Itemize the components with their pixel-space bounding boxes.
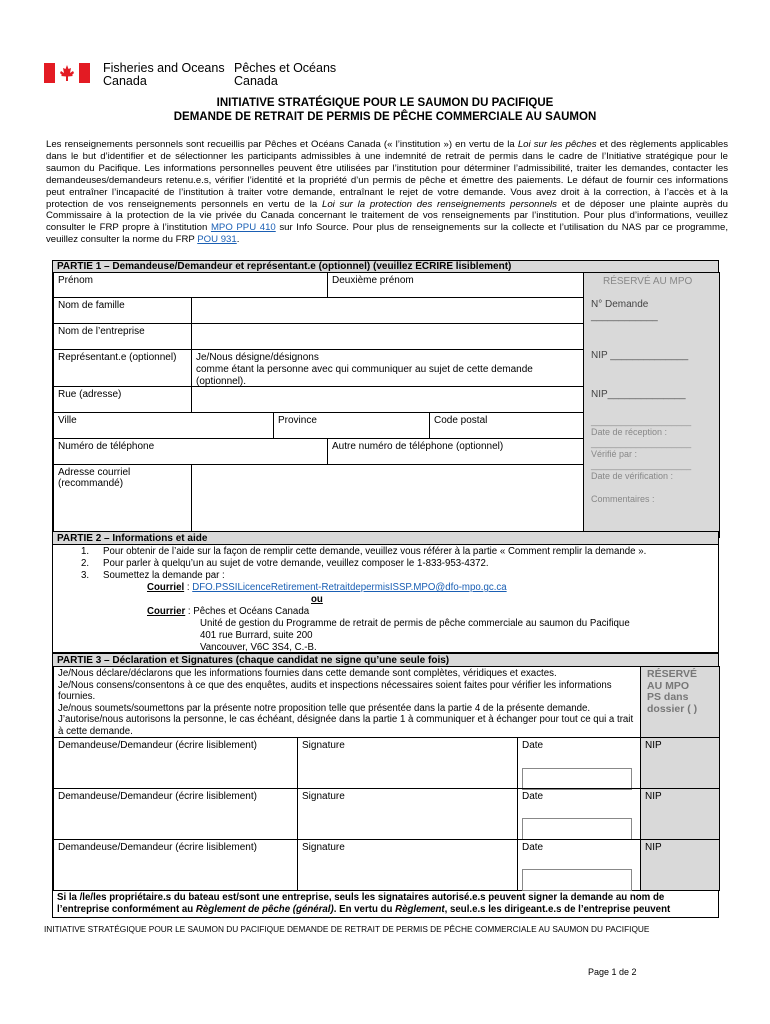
- declaration-3: Je/nous soumets/soumettons par la présente notre proposition telle que présentée dans la partie 4 de la présente demande.: [58, 702, 591, 714]
- courrier-line3: 401 rue Burrard, suite 200: [200, 630, 313, 641]
- nom-famille-input[interactable]: [191, 297, 584, 324]
- submission-email-link[interactable]: DFO.PSSILicenceRetirement-RetraitdepermisISSP.MPO@dfo-mpo.gc.ca: [192, 582, 507, 593]
- courrier-line4: Vancouver, V6C 3S4, C.-B.: [200, 642, 317, 653]
- demandeur-label-1: Demandeuse/Demandeur (écrire lisiblement): [58, 740, 257, 751]
- reserved-line-1: ____________________: [591, 416, 692, 426]
- nip-label-3: NIP: [645, 842, 662, 853]
- submit-by-email: [147, 582, 507, 594]
- ville-field[interactable]: [53, 412, 274, 439]
- nip-label-2: NIP: [645, 791, 662, 802]
- link-mpo-ppu-410[interactable]: MPO PPU 410: [210, 222, 276, 234]
- courriel-label-1: Adresse courriel: [58, 467, 131, 478]
- link-pou-931[interactable]: POU 931: [197, 234, 237, 246]
- nip-field-row-2: [640, 788, 720, 840]
- date-input-1[interactable]: [522, 768, 632, 790]
- dept-fr-line2: Canada: [234, 74, 278, 88]
- dept-en-line2: Canada: [103, 74, 147, 88]
- demandeur-name-field-3[interactable]: [53, 839, 298, 891]
- date-input-2[interactable]: [522, 818, 632, 840]
- part3-reserved-line4: dossier ( ): [647, 702, 698, 715]
- nom-famille-label-cell: [53, 297, 192, 324]
- intro-law-1: Loi sur les pêches: [517, 139, 597, 150]
- form-title-line2: DEMANDE DE RETRAIT DE PERMIS DE PÊCHE COMMERCIALE AU SAUMON: [173, 111, 597, 123]
- department-name-fr: [234, 62, 336, 88]
- date-verification-label: Date de vérification :: [591, 471, 674, 481]
- courrier-line2: Unité de gestion du Programme de retrait de permis de pêche commerciale au saumon du Pacifique: [200, 618, 630, 629]
- courriel-method-label: Courriel: [147, 582, 185, 593]
- part3-reserved-line3: PS dans: [647, 691, 689, 703]
- date-input-3[interactable]: [522, 869, 632, 891]
- part2-num-2: 2.: [81, 558, 90, 569]
- intro-text-1: Les renseignements personnels sont recueillis par Pêches et Océans Canada (« l’institution ») en vertu de la: [46, 139, 518, 150]
- representant-label-cell: [53, 349, 192, 387]
- reserved-mpo-title: RÉSERVÉ AU MPO: [603, 276, 693, 287]
- intro-text-2: et des règlements applicables dans le but d’identifier et de sélectionner les participants admissibles à une indemnité de retrait de permis dans le cadre de l’Initiative stratégique pour le saumon du Pacifique. Les informations personnelles peuvent être utilisées par l’institution pour déterminer l’admissibilité, traiter les demandes, contacter les demandeuses/demandeurs retenu.e.s, vérifier l’identité et la propriété d’un permis de pêche et émettre des paiements. Le défaut de fournir ces informations peut entraîner l’incapacité de l’institution à traiter votre demande, entraînant le rejet de votre demande. Vous avez droit à la correction, à l’accès et à la protection de vos renseignements personnels en vertu de la: [46, 139, 728, 210]
- representant-input[interactable]: [191, 349, 584, 387]
- part2-section: [52, 531, 719, 653]
- nip-field-row-3: [640, 839, 720, 891]
- date-reception-label: Date de réception :: [591, 427, 668, 437]
- nom-entreprise-label: Nom de l’entreprise: [58, 326, 145, 337]
- intro-text-5: .: [236, 234, 240, 246]
- canada-flag-icon: [44, 63, 90, 83]
- courriel-sep: :: [184, 582, 193, 593]
- signature-label-2: Signature: [302, 791, 345, 802]
- signature-field-3[interactable]: [297, 839, 518, 891]
- date-label-2: Date: [522, 791, 544, 802]
- commentaires-label: Commentaires :: [591, 494, 655, 504]
- signature-label-3: Signature: [302, 842, 345, 853]
- code-postal-field[interactable]: [429, 412, 584, 439]
- signature-label-1: Signature: [302, 740, 345, 751]
- nip-field-1[interactable]: NIP ______________: [591, 350, 689, 361]
- no-demande-line: ____________: [591, 311, 658, 322]
- designe-line1: Je/Nous désigne/désignons: [196, 352, 319, 363]
- rue-label-cell: [53, 386, 192, 413]
- designe-line2: comme étant la personne avec qui communiquer au sujet de cette demande: [196, 364, 533, 375]
- department-name-en: [103, 62, 225, 88]
- submit-by-mail: [147, 606, 309, 618]
- designe-line3: (optionnel).: [196, 376, 247, 387]
- footer-title: INITIATIVE STRATÉGIQUE POUR LE SAUMON DU PACIFIQUE DEMANDE DE RETRAIT DE PERMIS DE PÊCHE COMMERCIALE AU SAUMON DU PACIFIQUE: [44, 924, 650, 934]
- ville-label: Ville: [58, 415, 77, 426]
- part2-item-2: Pour parler à quelqu’un au sujet de votre demande, veuillez composer le 1-833-953-4372.: [103, 558, 489, 569]
- dept-en-line1: Fisheries and Oceans: [103, 61, 225, 75]
- date-label-1: Date: [522, 740, 544, 751]
- demandeur-name-field-2[interactable]: [53, 788, 298, 840]
- province-label: Province: [278, 415, 317, 426]
- code-postal-label: Code postal: [434, 415, 488, 426]
- no-demande-label: N° Demande: [591, 299, 649, 310]
- part2-num-3: 3.: [81, 570, 90, 581]
- intro-text-4: sur Info Source. Pour plus de renseignements sur la collecte et l’utilisation du NAS par ce programme, veuillez consulter la norme du FRP: [46, 222, 729, 246]
- part1-section: [52, 260, 719, 537]
- representant-label: Représentant.e (optionnel): [58, 352, 177, 363]
- reserved-line-2: ____________________: [591, 438, 692, 448]
- courriel-input-divider: [191, 464, 584, 538]
- autre-telephone-label: Autre numéro de téléphone (optionnel): [332, 441, 504, 452]
- part3-reserved-line1: RÉSERVÉ: [647, 668, 697, 680]
- note2-text-d: Règlement: [395, 904, 445, 915]
- part1-heading: PARTIE 1 – Demandeuse/Demandeur et représentant.e (optionnel) (veuillez ÉCRIRE lisiblement): [53, 261, 718, 273]
- part2-item-3: Soumettez la demande par :: [103, 570, 225, 581]
- part3-heading: PARTIE 3 – Déclaration et Signatures (chaque candidat ne signe qu’une seule fois): [53, 654, 718, 667]
- date-label-3: Date: [522, 842, 544, 853]
- part3-reserved-line2: AU MPO: [647, 679, 689, 692]
- declaration-1: Je/Nous déclare/déclarons que les informations fournies dans cette demande sont complètes, véridiques et exactes.: [58, 668, 557, 679]
- signature-field-1[interactable]: [297, 737, 518, 789]
- reserved-line-3: ____________________: [591, 460, 692, 470]
- courrier-line1: : Pêches et Océans Canada: [185, 606, 310, 617]
- nom-entreprise-label-cell: [53, 323, 192, 350]
- nom-famille-label: Nom de famille: [58, 300, 125, 311]
- part3-reserved-mpo: [640, 666, 720, 738]
- part2-num-1: 1.: [81, 546, 90, 557]
- demandeur-label-3: Demandeuse/Demandeur (écrire lisiblement): [58, 842, 257, 853]
- company-note-line2: [57, 904, 670, 916]
- rue-label: Rue (adresse): [58, 389, 122, 400]
- telephone-field[interactable]: [53, 438, 328, 465]
- declaration-4: J’autorise/nous autorisons la personne, le cas échéant, désignée dans la partie 1 à communiquer et à échanger pour tout ce qui a trait à cette demande.: [58, 714, 634, 737]
- province-field[interactable]: [273, 412, 430, 439]
- autre-telephone-field[interactable]: [327, 438, 584, 465]
- nip-field-2[interactable]: NIP______________: [591, 389, 686, 400]
- note2-text-b: Règlement de pêche (général): [195, 904, 334, 915]
- privacy-notice: [46, 139, 728, 246]
- ou-separator: ou: [311, 594, 323, 605]
- company-note-line1: Si la /le/les propriétaire.s du bateau est/sont une entreprise, seuls les signataires autorisé.e.s peuvent signer la demande au nom de: [57, 892, 665, 903]
- intro-law-2: Loi sur la protection des renseignements personnels: [321, 198, 557, 210]
- form-title-line1: INITIATIVE STRATÉGIQUE POUR LE SAUMON DU PACIFIQUE: [216, 97, 554, 109]
- prenom-label: Prénom: [58, 275, 94, 286]
- part2-item-1: Pour obtenir de l’aide sur la façon de remplir cette demande, veuillez vous référer à la partie « Comment remplir la demande ».: [103, 546, 647, 557]
- declaration-2: Je/Nous consens/consentons à ce que des enquêtes, audits et inspections nécessaires soient faites pour vérifier les informations fournies.: [58, 679, 612, 703]
- page-number: Page 1 de 2: [588, 967, 637, 977]
- note2-text-a: l’entreprise conformément au: [57, 904, 196, 915]
- part2-heading: PARTIE 2 – Informations et aide: [53, 532, 718, 545]
- deuxieme-prenom-label: Deuxième prénom: [332, 275, 414, 286]
- prenom-field[interactable]: [53, 272, 328, 298]
- dept-fr-line1: Pêches et Océans: [234, 61, 337, 75]
- nom-entreprise-input[interactable]: [191, 323, 584, 350]
- nip-field-row-1: [640, 737, 720, 789]
- nip-label-1: NIP: [645, 740, 662, 751]
- verifie-par-label: Vérifié par :: [591, 449, 638, 459]
- deuxieme-prenom-field[interactable]: [327, 272, 584, 298]
- courriel-label-2: (recommandé): [58, 478, 124, 489]
- demandeur-label-2: Demandeuse/Demandeur (écrire lisiblement): [58, 791, 257, 802]
- telephone-label: Numéro de téléphone: [58, 441, 155, 452]
- signature-field-2[interactable]: [297, 788, 518, 840]
- demandeur-name-field-1[interactable]: [53, 737, 298, 789]
- note2-text-e: , seul.e.s les dirigeant.e.s de l’entreprise peuvent: [444, 904, 671, 915]
- declaration-text: [53, 666, 641, 738]
- courrier-method-label: Courrier: [147, 606, 186, 617]
- intro-text-3: et de déposer une plainte auprès du Commissaire à la protection de la vie privée du Canada concernant le traitement de vos renseignements par l’institution. Pour plus d’informations, veuillez consulter le FRP propre à l’institution: [46, 198, 728, 234]
- note2-text-c: . En vertu du: [333, 904, 396, 915]
- part3-section: [52, 653, 719, 918]
- rue-input[interactable]: [191, 386, 584, 413]
